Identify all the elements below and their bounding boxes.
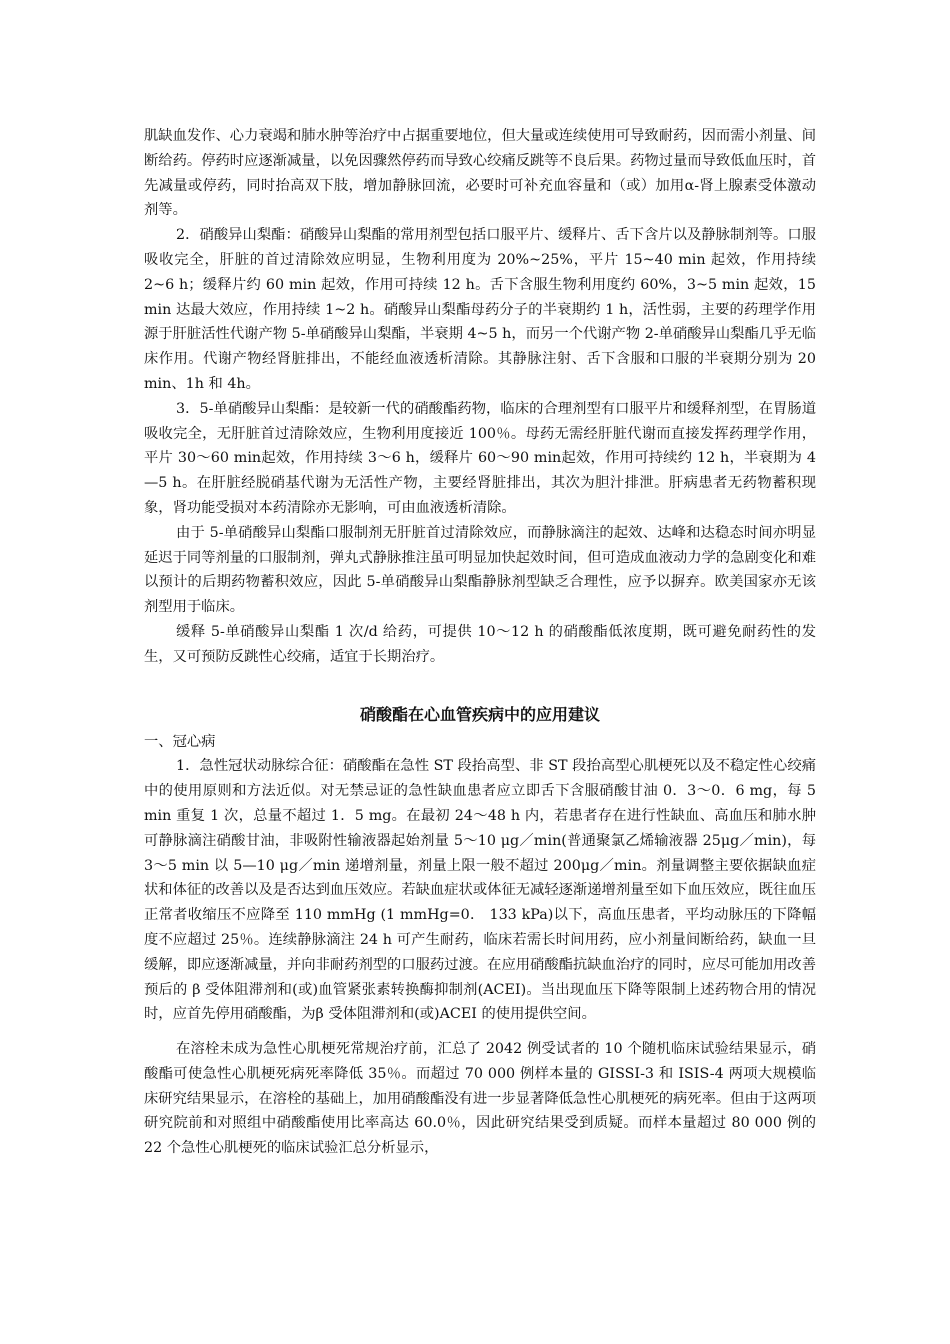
paragraph: 缓释 5-单硝酸异山梨酯 1 次/d 给药，可提供 10～12 h 的硝酸酯低浓度期，既可避免耐药性的发生，又可预防反跳性心绞痛，适宜于长期治疗。 — [144, 623, 816, 665]
paragraph: 2．硝酸异山梨酯：硝酸异山梨酯的常用剂型包括口服平片、缓释片、舌下含片以及静脉制剂等。口服吸收完全，肝脏的首过清除效应明显，生物利用度为 20%~25%，平片 15~40 min 起效，作用持续 2~6 h；缓释片约 60 min 起效，作用可持续 12 h。舌下含服生物利用度约 60%，3~5 min 起效，15 min 达最大效应，作用持续 1~2 h。硝酸异山梨酯母药分子的半衰期约 1 h，活性弱，主要的药理学作用源于肝脏活性代谢产物 5-单硝酸异山梨酯，半衰期 4~5 h，而另一个代谢产物 2-单硝酸异山梨酯几乎无临床作用。代谢产物经肾脏排出，不能经血液透析清除。其静脉注射、舌下含服和口服的半衰期分别为 20 min、1h 和 4h。 — [144, 227, 816, 392]
paragraph: 1．急性冠状动脉综合征：硝酸酯在急性 ST 段抬高型、非 ST 段抬高型心肌梗死以及不稳定性心绞痛中的使用原则和方法近似。对无禁忌证的急性缺血患者应立即舌下含服硝酸甘油 0．3～0．6 mg，每 5 min 重复 1 次，总量不超过 1．5 mg。在最初 24～48 h 内，若患者存在进行性缺血、高血压和肺水肿可静脉滴注硝酸甘油，非吸附性输液器起始剂量 5～10 μg／min(普通聚氯乙烯输液器 25μg／min)，每 3～5 min 以 5—10 μg／min 递增剂量，剂量上限一般不超过 200μg／min。剂量调整主要依据缺血症状和体征的改善以及是否达到血压效应。若缺血症状或体征无减轻逐渐递增剂量至如下血压效应，既往血压正常者收缩压不应降至 110 mmHg (1 mmHg=0． 133 kPa)以下，高血压患者，平均动脉压的下降幅度不应超过 25％。连续静脉滴注 24 h 可产生耐药，临床若需长时间用药，应小剂量间断给药，缺血一旦缓解，即应逐渐减量，并向非耐药剂型的口服药过渡。在应用硝酸酯抗缺血治疗的同时，应尽可能加用改善预后的 β 受体阻滞剂和(或)血管紧张素转换酶抑制剂(ACEI)。当出现血压下降等限制上述药物合用的情况时，应首先停用硝酸酯，为β 受体阻滞剂和(或)ACEI 的使用提供空间。 — [144, 758, 816, 1023]
section-title: 硝酸酯在心血管疾病中的应用建议 — [359, 704, 600, 724]
paragraph: 肌缺血发作、心力衰竭和肺水肿等治疗中占据重要地位，但大量或连续使用可导致耐药，因而需小剂量、间断给药。停药时应逐渐减量，以免因骤然停药而导致心绞痛反跳等不良后果。药物过量而导致低血压时，首先减量或停药，同时抬高双下肢，增加静脉回流，必要时可补充血容量和（或）加用α-肾上腺素受体激动剂等。 — [144, 128, 816, 219]
paragraph: 在溶栓未成为急性心肌梗死常规治疗前，汇总了 2042 例受试者的 10 个随机临床试验结果显示，硝酸酯可使急性心肌梗死病死率降低 35％。而超过 70 000 例样本量的 GISSI-3 和 ISIS-4 两项大规模临床研究结果显示，在溶栓的基础上，加用硝酸酯没有进一步显著降低急性心肌梗死的病死率。但由于这两项研究院前和对照组中硝酸酯使用比率高达 60.0％，因此研究结果受到质疑。而样本量超过 80 000 例的 22 个急性心肌梗死的临床试验汇总分析显示， — [144, 1041, 816, 1157]
paragraph: 由于 5-单硝酸异山梨酯口服制剂无肝脏首过清除效应，而静脉滴注的起效、达峰和达稳态时间亦明显延迟于同等剂量的口服制剂，弹丸式静脉推注虽可明显加快起效时间，但可造成血液动力学的急剧变化和难以预计的后期药物蓄积效应，因此 5-单硝酸异山梨酯静脉剂型缺乏合理性，应予以摒弃。欧美国家亦无该剂型用于临床。 — [144, 524, 816, 616]
paragraph: 3．5-单硝酸异山梨酯：是较新一代的硝酸酯药物，临床的合理剂型有口服平片和缓释剂型，在胃肠道吸收完全，无肝脏首过清除效应，生物利用度接近 100％。母药无需经肝脏代谢而直接发挥药理学作用，平片 30～60 min起效，作用持续 3～6 h，缓释片 60～90 min起效，作用可持续约 12 h，半衰期为 4—5 h。在肝脏经脱硝基代谢为无活性产物，主要经肾脏排出，其次为胆汁排泄。肝病患者无药物蓄积现象，肾功能受损对本药清除亦无影响，可由血液透析清除。 — [144, 400, 816, 516]
document-body — [144, 124, 816, 1161]
subheading: 一、冠心病 — [144, 733, 216, 750]
